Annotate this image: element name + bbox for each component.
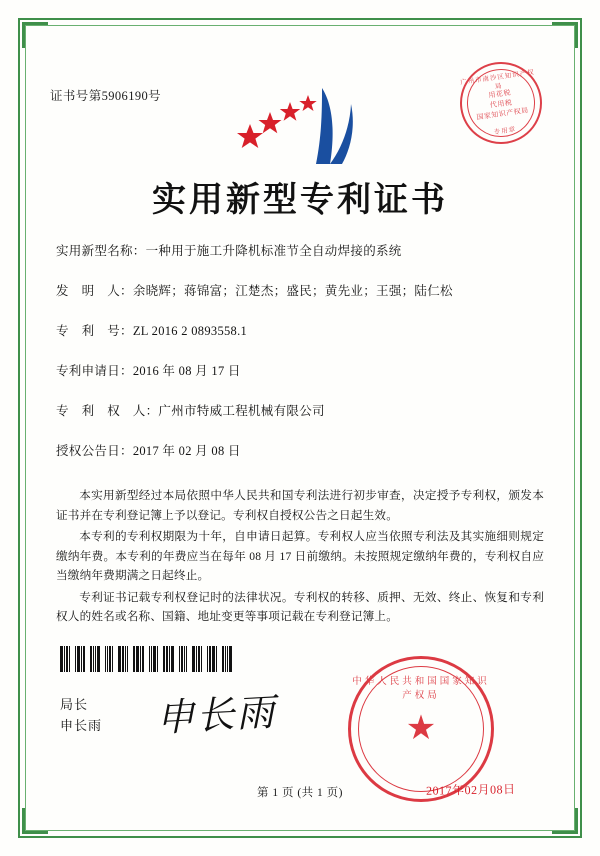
seal-arc-bottom-text: 专用章 — [493, 126, 517, 137]
handwritten-signature: 申长雨 — [155, 689, 278, 741]
seal-line-3: 国家知识产权局 — [475, 106, 530, 122]
national-ip-emblem-icon — [230, 82, 370, 172]
field-value: 一种用于施工升降机标准节全自动焊接的系统 — [145, 244, 402, 258]
legal-text-block — [56, 486, 544, 629]
field-label: 实用新型名称： — [56, 244, 146, 258]
field-row — [56, 362, 546, 380]
field-row — [56, 282, 546, 300]
paragraph: 本实用新型经过本局依照中华人民共和国专利法进行初步审查，决定授予专利权，颁发本证书并在专利登记簿上予以登记。专利权自授权公告之日起生效。 — [56, 489, 544, 522]
director-role-label: 局长 — [60, 697, 89, 712]
page-footer: 第 1 页 (共 1 页) — [256, 787, 344, 799]
barcode — [60, 646, 250, 672]
signature-block — [60, 694, 102, 736]
certificate-content — [46, 46, 554, 810]
director-name-label: 申长雨 — [60, 718, 103, 733]
field-label: 授权公告日： — [56, 444, 133, 458]
main-seal-arc-top: 中华人民共和国国家知识产权局 — [352, 677, 490, 701]
page-title: 实用新型专利证书 — [152, 182, 448, 219]
star-icon: ★ — [405, 710, 437, 747]
corner-ornament-top-left — [22, 22, 48, 48]
field-value: 2016 年 08 月 17 日 — [132, 364, 241, 378]
field-label: 发 明 人： — [56, 284, 133, 298]
field-value: ZL 2016 2 0893558.1 — [132, 324, 248, 338]
field-value: 广州市特威工程机械有限公司 — [158, 404, 325, 418]
field-label: 专 利 号： — [56, 324, 133, 338]
corner-ornament-top-right — [552, 22, 578, 48]
field-row — [56, 442, 546, 460]
field-value: 余晓辉；蒋锦富；江楚杰；盛民；黄先业；王强；陆仁松 — [132, 284, 453, 298]
seal-date: 2017年02月08日 — [426, 782, 517, 798]
field-value: 2017 年 02 月 08 日 — [132, 444, 241, 458]
field-list — [56, 242, 546, 482]
field-row — [56, 402, 546, 420]
field-label: 专利申请日： — [56, 364, 133, 378]
certificate-number: 证书号第5906190号 — [50, 89, 162, 103]
seal-line-2: 代用税 — [489, 98, 513, 110]
field-label: 专 利 权 人： — [56, 404, 159, 418]
field-row — [56, 322, 546, 340]
corner-ornament-bottom-left — [22, 808, 48, 834]
seal-arc-top-text: 广州市南沙区知识产权局 — [459, 69, 536, 91]
corner-ornament-bottom-right — [552, 808, 578, 834]
paragraph: 本专利的专利权期限为十年，自申请日起算。专利权人应当依照专利法及其实施细则规定缴纳年费。本专利的年费应当在每年 08 月 17 日前缴纳。未按照规定缴纳年费的，专利权自应当缴纳年费期满之日起终止。 — [56, 530, 544, 582]
seal-line-1: 用花税 — [488, 88, 512, 100]
local-ip-office-seal — [455, 57, 548, 150]
field-row — [56, 242, 546, 260]
paragraph: 专利证书记载专利权登记时的法律状况。专利权的转移、质押、无效、终止、恢复和专利权人的姓名或名称、国籍、地址变更等事项记载在专利登记簿上。 — [56, 590, 544, 623]
